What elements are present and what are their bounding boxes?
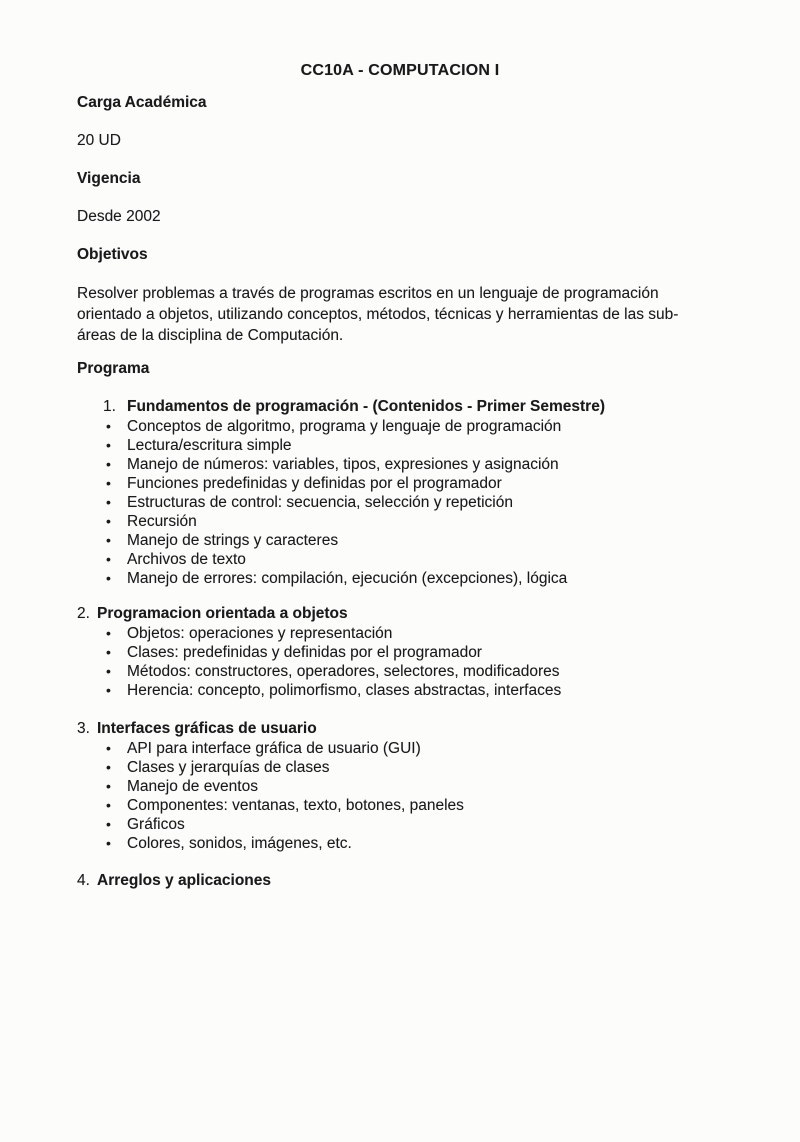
list-item xyxy=(106,739,705,758)
bullet-icon: • xyxy=(106,644,111,660)
list-item-text: Objetos: operaciones y representación xyxy=(127,625,393,642)
bullet-icon: • xyxy=(106,816,111,832)
list-item xyxy=(106,436,705,455)
carga-academica-label: Carga Académica xyxy=(77,94,207,111)
programa-heading: Programa xyxy=(77,360,150,377)
bullet-icon: • xyxy=(106,513,111,529)
bullet-icon: • xyxy=(106,475,111,491)
bullet-icon: • xyxy=(106,437,111,453)
section-title: Arreglos y aplicaciones xyxy=(97,872,272,889)
list-item-text: Componentes: ventanas, texto, botones, paneles xyxy=(127,797,464,814)
list-item-text: Manejo de números: variables, tipos, expresiones y asignación xyxy=(127,456,559,473)
section-poo xyxy=(77,604,705,624)
bullet-icon: • xyxy=(106,494,111,510)
list-item-text: Herencia: concepto, polimorfismo, clases abstractas, interfaces xyxy=(127,682,562,699)
bullet-icon: • xyxy=(106,551,111,567)
list-item-text: Manejo de errores: compilación, ejecución (excepciones), lógica xyxy=(127,570,568,587)
list-item-text: Métodos: constructores, operadores, selectores, modificadores xyxy=(127,663,560,680)
section-fundamentos xyxy=(77,397,705,417)
list-item-text: Conceptos de algoritmo, programa y lenguaje de programación xyxy=(127,418,562,435)
bullet-icon: • xyxy=(106,532,111,548)
list-item xyxy=(106,624,705,643)
list-item xyxy=(106,493,705,512)
poo-list xyxy=(77,624,705,700)
list-item-text: API para interface gráfica de usuario (GUI) xyxy=(127,740,421,757)
list-item xyxy=(106,531,705,550)
section-number: 1. xyxy=(103,398,116,415)
list-item xyxy=(106,512,705,531)
page-title: CC10A - COMPUTACION I xyxy=(300,62,500,79)
list-item xyxy=(106,796,705,815)
list-item xyxy=(106,681,705,700)
list-item xyxy=(106,474,705,493)
section-number: 2. xyxy=(77,605,90,622)
bullet-icon: • xyxy=(106,663,111,679)
list-item xyxy=(106,569,705,588)
section-arreglos xyxy=(77,871,705,891)
list-item-text: Manejo de eventos xyxy=(127,778,258,795)
gui-list xyxy=(77,739,705,853)
list-item-text: Estructuras de control: secuencia, selección y repetición xyxy=(127,494,513,511)
objetivos-paragraph: Resolver problemas a través de programas escritos en un lenguaje de programación orientado a objetos, utilizando conceptos, métodos, técnicas y herramientas de las sub-áreas de la disciplina de Computación. xyxy=(77,285,679,344)
list-item-text: Lectura/escritura simple xyxy=(127,437,292,454)
section-title: Fundamentos de programación - (Contenidos - Primer Semestre) xyxy=(127,398,605,415)
bullet-icon: • xyxy=(106,797,111,813)
document-content xyxy=(0,93,800,891)
list-item xyxy=(106,834,705,853)
list-item xyxy=(106,643,705,662)
section-title: Programacion orientada a objetos xyxy=(97,605,348,622)
list-item xyxy=(106,815,705,834)
bullet-icon: • xyxy=(106,625,111,641)
list-item-text: Gráficos xyxy=(127,816,185,833)
section-gui xyxy=(77,719,705,739)
section-number: 3. xyxy=(77,720,90,737)
list-item-text: Recursión xyxy=(127,513,197,530)
list-item xyxy=(106,455,705,474)
bullet-icon: • xyxy=(106,740,111,756)
section-number: 4. xyxy=(77,872,90,889)
fundamentos-list xyxy=(77,417,705,588)
bullet-icon: • xyxy=(106,418,111,434)
list-item xyxy=(106,662,705,681)
vigencia-label: Vigencia xyxy=(77,170,141,187)
list-item-text: Manejo de strings y caracteres xyxy=(127,532,339,549)
objetivos-heading: Objetivos xyxy=(77,246,148,263)
list-item xyxy=(106,550,705,569)
bullet-icon: • xyxy=(106,835,111,851)
bullet-icon: • xyxy=(106,456,111,472)
list-item-text: Clases: predefinidas y definidas por el programador xyxy=(127,644,482,661)
bullet-icon: • xyxy=(106,682,111,698)
bullet-icon: • xyxy=(106,759,111,775)
list-item xyxy=(106,777,705,796)
bullet-icon: • xyxy=(106,570,111,586)
list-item-text: Colores, sonidos, imágenes, etc. xyxy=(127,835,352,852)
list-item-text: Funciones predefinidas y definidas por el programador xyxy=(127,475,502,492)
list-item-text: Archivos de texto xyxy=(127,551,246,568)
list-item xyxy=(106,417,705,436)
carga-academica-value: 20 UD xyxy=(77,132,121,149)
section-title: Interfaces gráficas de usuario xyxy=(97,720,317,737)
vigencia-value: Desde 2002 xyxy=(77,208,161,225)
list-item-text: Clases y jerarquías de clases xyxy=(127,759,330,776)
list-item xyxy=(106,758,705,777)
bullet-icon: • xyxy=(106,778,111,794)
